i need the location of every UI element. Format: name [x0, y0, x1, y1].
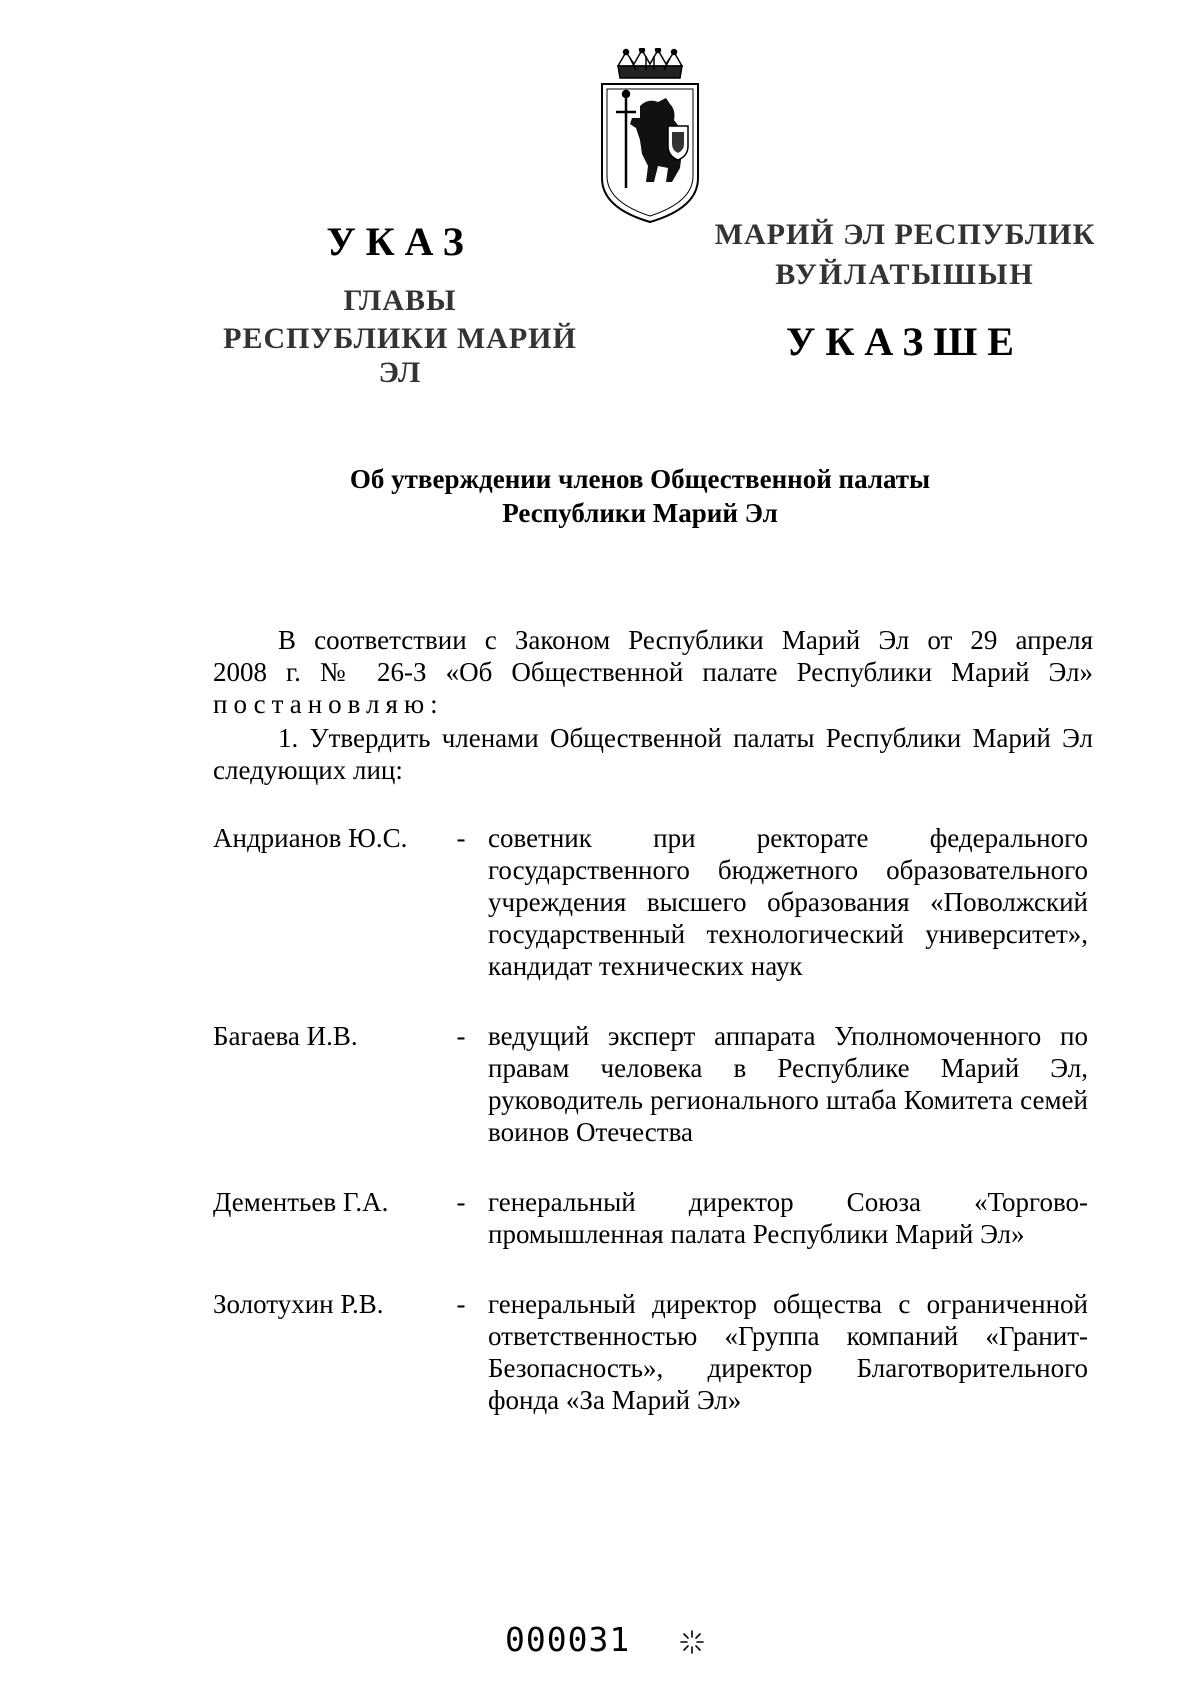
asterisk-mark-icon [678, 1628, 706, 1656]
member-name: Золотухин Р.В. [213, 1289, 384, 1319]
member-name: Багаева И.В. [213, 1021, 358, 1051]
member-description: ведущий эксперт аппарата Уполномоченного по правам человека в Республике Марий Эл, руководитель регионального штаба Комитета семей воинов Отечества [488, 1021, 1088, 1147]
decree-title [200, 462, 1080, 530]
member-name: Андрианов Ю.С. [213, 823, 408, 853]
decree-title-line2: Республики Марий Эл [502, 498, 778, 528]
list-item [213, 1186, 1093, 1250]
member-dash: - [456, 1289, 466, 1319]
republic-label-mari: МАРИЙ ЭЛ РЕСПУБЛИК [714, 218, 1096, 251]
list-item [213, 1288, 1093, 1416]
member-name: Дементьев Г.А. [213, 1187, 389, 1217]
members-list [213, 822, 1093, 1454]
head-label-mari: ВУЙЛАТЫШЫН [775, 258, 1035, 291]
member-dash: - [456, 1021, 466, 1051]
member-description: генеральный директор Союза «Торгово-промышленная палата Республики Марий Эл» [488, 1187, 1088, 1249]
decree-label-mari: УКАЗШЕ [786, 319, 1024, 364]
preamble-paragraph [213, 624, 1093, 720]
list-item [213, 822, 1093, 982]
head-label-russian: ГЛАВЫ [343, 284, 457, 317]
list-item [213, 1020, 1093, 1148]
member-dash: - [456, 1187, 466, 1217]
preamble-line1: В соответствии с Законом Республики Марий Эл от 29 апреля [278, 625, 1093, 655]
document-number: 000031 [505, 1620, 631, 1659]
decree-word: постановляю: [213, 689, 444, 719]
item-1-paragraph: 1. Утвердить членами Общественной палаты Республики Марий Эл следующих лиц: [213, 723, 1093, 785]
decree-label-russian: УКАЗ [326, 219, 474, 264]
member-description: советник при ректорате федерального государственного бюджетного образовательного учреждения высшего образования «Поволжский государственный технологический университет», кандидат технических наук [488, 823, 1088, 981]
republic-label-russian: РЕСПУБЛИКИ МАРИЙ ЭЛ [223, 322, 577, 389]
decree-title-line1: Об утверждении членов Общественной палаты [349, 464, 931, 494]
marij-el-coat-of-arms-icon [596, 48, 704, 228]
member-description: генеральный директор общества с ограниченной ответственностью «Группа компаний «Гранит-Безопасность», директор Благотворительного фонда «За Марий Эл» [488, 1289, 1088, 1415]
member-dash: - [456, 823, 466, 853]
preamble-line2: 2008 г. № 26-З «Об Общественной палате Республики Марий Эл» [213, 657, 1093, 687]
